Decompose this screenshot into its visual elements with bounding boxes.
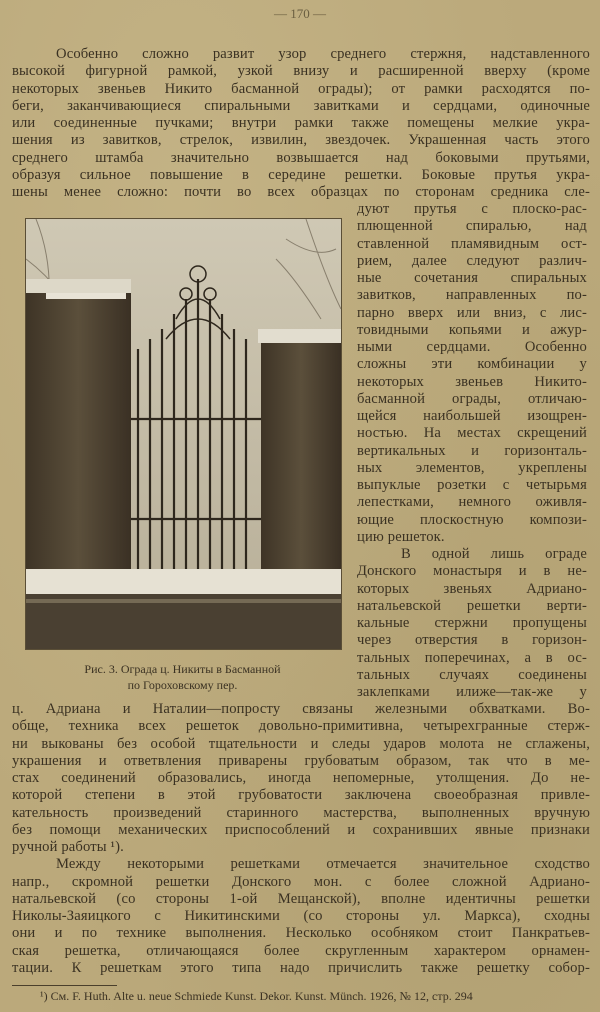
text-line: стах соединений образовались, иногда непомерные, утолщения. До не- bbox=[12, 770, 590, 786]
text-line: ни выкованы без особой тщательности и следы ударов молота не сглажены, bbox=[12, 735, 590, 752]
text-line: они и по технике выполнения. Несколько особняком стоит Панкратьев- bbox=[12, 925, 590, 942]
text-line: без помощи механических приспособлений и сохранивших явные признаки bbox=[12, 821, 590, 838]
text-line: которой степени в этой грубоватости заключена своеобразная привле- bbox=[12, 787, 590, 804]
text-line: образуя сильное повышение в середине решетки. Боковые прутья укра- bbox=[12, 166, 590, 183]
text-line: обще, техника всех решеток довольно-примитивна, четырехгранные стерж- bbox=[12, 718, 590, 735]
text-line: некоторых звеньев Никито басманной ограды); от рамки расходятся по- bbox=[12, 80, 590, 97]
text-line: шения из завитков, стрелок, извилин, звездочек. Украшенная часть этого bbox=[12, 132, 590, 149]
text-line: басманной ограды, отличаю- bbox=[357, 390, 587, 407]
text-line: Особенно сложно развит узор среднего стержня, надставленного bbox=[56, 46, 590, 62]
text-line: ручной работы ¹). bbox=[12, 839, 124, 855]
text-line: парно вверх или вниз, с лис- bbox=[357, 304, 587, 321]
text-line: дуют прутья с плоско-рас- bbox=[357, 201, 587, 217]
text-line: высокой фигурной рамкой, узкой внизу и расширенной вверху (кроме bbox=[12, 63, 590, 80]
text-line: щейся наибольшей изощрен- bbox=[357, 408, 587, 424]
text-line: шены менее сложно: почти во всех образцах по сторонам средника сле- bbox=[12, 184, 590, 200]
text-line: вертикальных и горизонталь- bbox=[357, 442, 587, 459]
text-block-bottom bbox=[12, 701, 590, 977]
text-line: ющие плоскостную компози- bbox=[357, 511, 587, 528]
text-line: лепестками, немного оживля- bbox=[357, 494, 587, 511]
text-line: рием, далее следуют различ- bbox=[357, 252, 587, 269]
text-line: натальевской (со стороны 1-ой Мещанской), вполне идентичны решетки bbox=[12, 890, 590, 907]
text-line: ных элементов, укреплены bbox=[357, 459, 587, 476]
text-line: напр., скромной решетки Донского мон. с более сложной Адриано- bbox=[12, 873, 590, 890]
page-number: — 170 — bbox=[274, 6, 326, 21]
text-block-top bbox=[12, 46, 590, 201]
text-line: товидными копьями и ажур- bbox=[357, 321, 587, 338]
text-line: завитков, направленных по- bbox=[357, 287, 587, 304]
figure-photo-gate bbox=[25, 218, 342, 650]
caption-line: по Гороховскому пер. bbox=[127, 678, 238, 692]
text-column-right bbox=[357, 201, 587, 701]
text-line: ская решетка, отличающаяся более скругленным характером орнамен- bbox=[12, 942, 590, 959]
text-line: или соединенные пучками; внутри рамки также помещены мелкие укра- bbox=[12, 115, 590, 131]
text-line: которых звеньях Адриано- bbox=[357, 580, 587, 597]
figure-caption bbox=[25, 661, 340, 693]
text-line: В одной лишь ограде bbox=[401, 546, 587, 562]
text-line: тальных поперечинах, а в ос- bbox=[357, 649, 587, 666]
text-line: сложны эти комбинации у bbox=[357, 356, 587, 373]
footnote: ¹) См. F. Huth. Alte u. neue Schmiede Kunst. Dekor. Kunst. Münch. 1926, № 12, стр. 294 bbox=[40, 989, 473, 1003]
text-line: некоторых звеньев Никито- bbox=[357, 373, 587, 390]
text-line: Николы-Заяицкого с Никитинскими (со стороны ул. Маркса), сходны bbox=[12, 908, 590, 924]
text-line: тации. К решеткам этого типа надо причислить также решетку собор- bbox=[12, 959, 590, 976]
text-line: беги, заканчивающиеся спиральными завитками и сердцами, одиночные bbox=[12, 97, 590, 114]
text-line: заклепками илиже—так-же у bbox=[357, 684, 587, 700]
text-line: через отверстия в горизон- bbox=[357, 632, 587, 649]
text-line: плющенной спиралью, над bbox=[357, 218, 587, 235]
text-line: натальевской решетки верти- bbox=[357, 597, 587, 614]
gate-photo-illustration bbox=[26, 219, 341, 649]
text-line: Между некоторыми решетками отмечается значительное сходство bbox=[56, 856, 590, 873]
text-line: ставленной пламявидным ост- bbox=[357, 235, 587, 252]
text-line: ные сочетания спиральных bbox=[357, 270, 587, 286]
text-line: Донского монастыря и в не- bbox=[357, 563, 587, 580]
caption-line: Рис. 3. Ограда ц. Никиты в Басманной bbox=[84, 662, 281, 676]
text-line: кательность произведений старинного мастерства, выполненных вручную bbox=[12, 804, 590, 821]
text-line: украшения и ответвления приварены грубоватым образом, так что в ме- bbox=[12, 752, 590, 769]
footnote-divider bbox=[12, 985, 117, 986]
text-line: ц. Адриана и Наталии—попросту связаны железными обхватками. Во- bbox=[12, 701, 590, 717]
text-line: ностью. На местах скрещений bbox=[357, 425, 587, 442]
text-line: выпуклые розетки с четырьмя bbox=[357, 477, 587, 493]
text-line: тальных случаях соединены bbox=[357, 666, 587, 683]
text-line: кальные стержни пропущены bbox=[357, 615, 587, 631]
text-line: среднего штамба значительно возвышается над боковыми прутьями, bbox=[12, 149, 590, 166]
text-line: цию решеток. bbox=[357, 528, 445, 545]
text-line: ными сердцами. Особенно bbox=[357, 339, 587, 355]
